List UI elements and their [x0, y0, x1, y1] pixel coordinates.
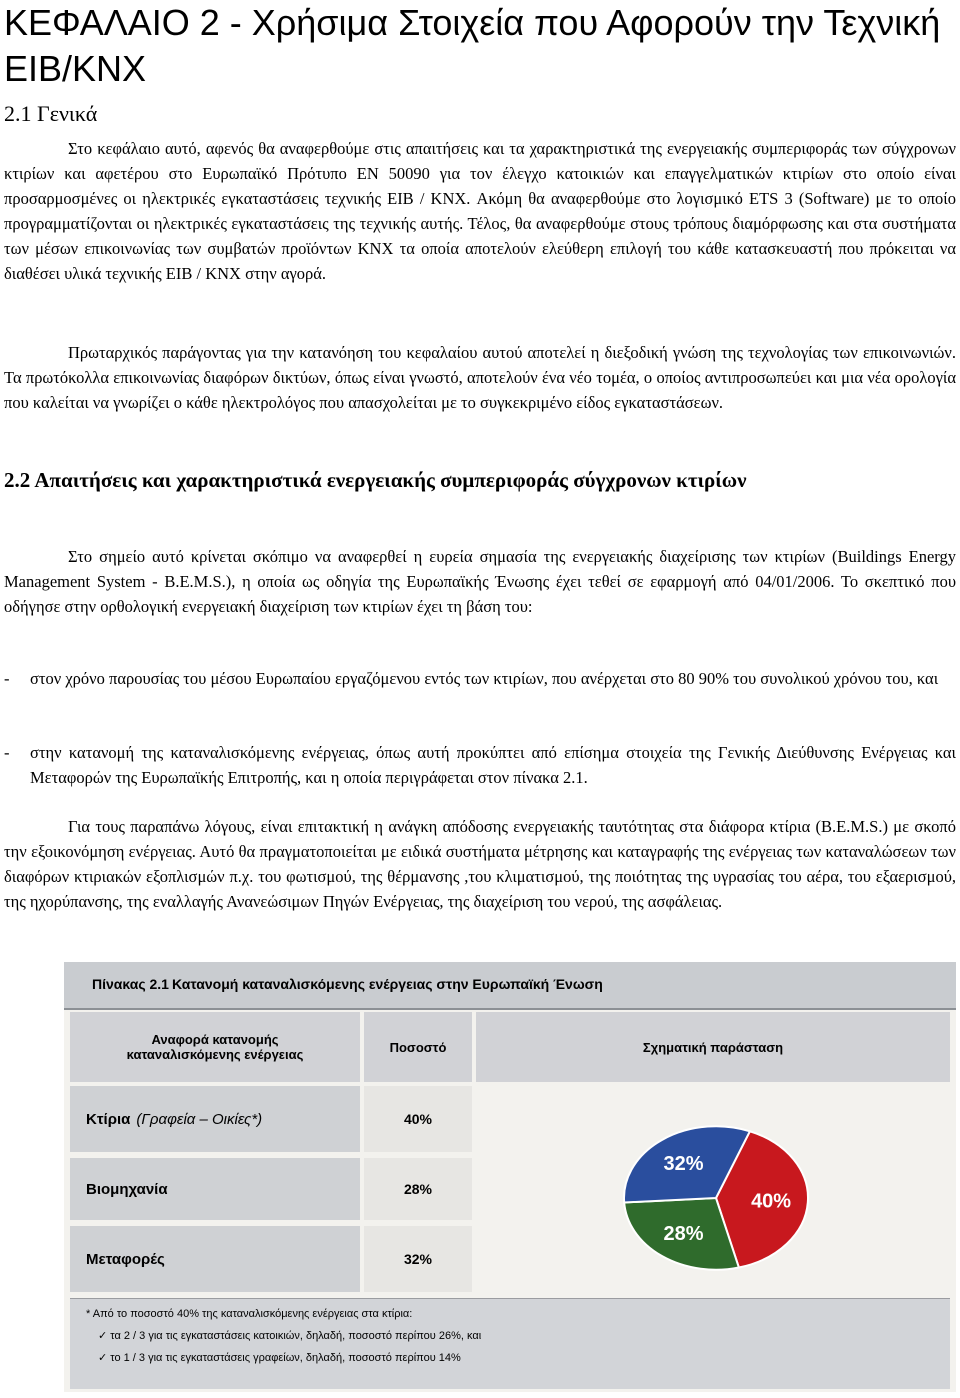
column-header-reference	[70, 1012, 360, 1082]
table-note: * Από το ποσοστό 40% της καταναλισκόμενης ενέργειας στα κτίρια:	[86, 1308, 413, 1320]
table-title-bar	[64, 962, 956, 1010]
table-notes	[70, 1298, 950, 1389]
list-dash: -	[4, 743, 10, 762]
column-header-diagram	[476, 1012, 950, 1082]
list-dash: -	[4, 669, 10, 688]
row-label-note: (Γραφεία – Οικίες*)	[136, 1110, 263, 1128]
column-header-line: καταναλισκόμενης ενέργειας	[126, 1047, 304, 1062]
column-header-text: Ποσοστό	[389, 1039, 447, 1055]
list-item	[4, 666, 956, 691]
paragraph-intro: Στο κεφάλαιο αυτό, αφενός θα αναφερθούμε στις απαιτήσεις και τα χαρακτηριστικά της ενεργειακής συμπεριφοράς των σύγχρονων κτιρίων και αφετέρου στο Ευρωπαϊκό Πρότυπο EN 50090 για τον έλεγχο κατοικιών και επαγγελματικών κτιρίων στο οποίο είναι προσαρμοσμένες οι ηλεκτρικές εγκαταστάσεις τεχνικής EIB / KNX. Ακόμη θα αναφερθούμε στο λογισμικό ETS 3 (Software) με το οποίο προγραμματίζονται οι ηλεκτρικές εγκαταστάσεις της τεχνικής αυτής. Τέλος, θα αναφερθούμε στους τρόπους διαμόρφωσης και στα συστήματα των μέσων επικοινωνίας των συμβατών προϊόντων KNX τα οποία αποτελούν ελεύθερη επιλογή του κάθε κατασκευαστή που πρόκειται να διαθέσει υλικά τεχνικής EIB / KNX στην αγορά.	[4, 139, 956, 283]
chapter-title: ΚΕΦΑΛΑΙΟ 2 - Χρήσιμα Στοιχεία που Αφορούν την Τεχνική ΕΙΒ/ΚΝΧ	[4, 2, 941, 89]
paragraph-bems: Στο σημείο αυτό κρίνεται σκόπιμο να αναφερθεί η ευρεία σημασία της ενεργειακής διαχείρισης των κτιρίων (Buildings Energy Management System - B.E.M.S.), η οποία ως οδηγία της Ευρωπαϊκής Ένωσης έχει τεθεί σε εφαρμογή από 04/01/2006. Το σκεπτικό που οδήγησε στην ορθολογική ενεργειακή διαχείριση των κτιρίων έχει τη βάση του:	[4, 547, 956, 616]
pie-slice-label: 40%	[751, 1190, 792, 1213]
pie-slice-label: 32%	[663, 1153, 704, 1176]
section-heading-general: 2.1 Γενικά	[4, 101, 98, 126]
pie-chart-panel	[476, 1086, 950, 1296]
energy-table-figure	[64, 962, 956, 1392]
table-note: ✓ τα 2 / 3 για τις εγκαταστάσεις κατοικιών, δηλαδή, ποσοστό περίπου 26%, και	[98, 1330, 482, 1342]
paragraph-communications: Πρωταρχικός παράγοντας για την κατανόηση του κεφαλαίου αυτού αποτελεί η διεξοδική γνώση της τεχνολογίας των επικοινωνιών. Τα πρωτόκολλα επικοινωνίας διαφόρων δικτύων, όπως είναι γνωστό, αποτελούν ένα νέο τομέα, ο οποίος αντιπροσωπεύει και μια νέα ορολογία που καλείται να γνωρίζει ο κάθε ηλεκτρολόγος που απασχολείται με το συγκεκριμένο είδος εγκαταστάσεων.	[4, 343, 956, 412]
table-title: Κατανομή καταναλισκόμενης ενέργειας στην Ευρωπαϊκή Ένωση	[172, 976, 603, 992]
row-label: Βιομηχανία	[86, 1180, 168, 1198]
row-label: Μεταφορές	[86, 1250, 165, 1268]
row-value-buildings: 40%	[364, 1086, 472, 1152]
row-label: Κτίρια	[86, 1110, 131, 1128]
table-note: ✓ το 1 / 3 για τις εγκαταστάσεις γραφείων, δηλαδή, ποσοστό περίπου 14%	[98, 1352, 461, 1364]
pie-chart	[476, 1086, 950, 1296]
table-number: Πίνακας 2.1	[92, 976, 169, 992]
list-item-text: στην κατανομή της καταναλισκόμενης ενέργειας, όπως αυτή προκύπτει από επίσημα στοιχεία της Γενικής Διεύθυνσης Ενέργειας και Μεταφορών της Ευρωπαϊκής Επιτροπής, και η οποία περιγράφεται στον πίνακα 2.1.	[30, 743, 956, 787]
table-row-transport	[70, 1226, 360, 1292]
table-row-buildings	[70, 1086, 360, 1152]
row-value-transport: 32%	[364, 1226, 472, 1292]
list-item-text: στον χρόνο παρουσίας του μέσου Ευρωπαίου εργαζόμενου εντός των κτιρίων, που ανέρχεται στο 80 90% του συνολικού χρόνου του, και	[30, 669, 939, 688]
paragraph-closing: Για τους παραπάνω λόγους, είναι επιτακτική η ανάγκη απόδοσης ενεργειακής ταυτότητας στα διάφορα κτίρια (B.E.M.S.) με σκοπό την εξοικονόμηση ενέργειας. Αυτό θα πραγματοποιείται με ειδικά συστήματα μέτρησης και καταγραφής της ενέργειας των καταναλώσεων των διαφόρων κτιριακών εξοπλισμών π.χ. του φωτισμού, της θέρμανσης ,του κλιματισμού, της ποιότητας της υγρασίας του αέρα, του εξαερισμού, της ηχορύπανσης, της εναλλαγής Ανανεώσιμων Πηγών Ενέργειας, της διαχείριση του νερού, της ασφάλειας.	[4, 817, 956, 911]
section-heading-requirements: 2.2 Απαιτήσεις και χαρακτηριστικά ενεργειακής συμπεριφοράς σύγχρονων κτιρίων	[4, 468, 747, 492]
column-header-line: Αναφορά κατανομής	[151, 1032, 279, 1047]
row-value-industry: 28%	[364, 1158, 472, 1220]
column-header-text: Σχηματική παράσταση	[642, 1039, 784, 1055]
list-item	[4, 740, 956, 790]
pie-slice-label: 28%	[663, 1222, 704, 1245]
table-row-industry	[70, 1158, 360, 1220]
column-header-percent	[364, 1012, 472, 1082]
